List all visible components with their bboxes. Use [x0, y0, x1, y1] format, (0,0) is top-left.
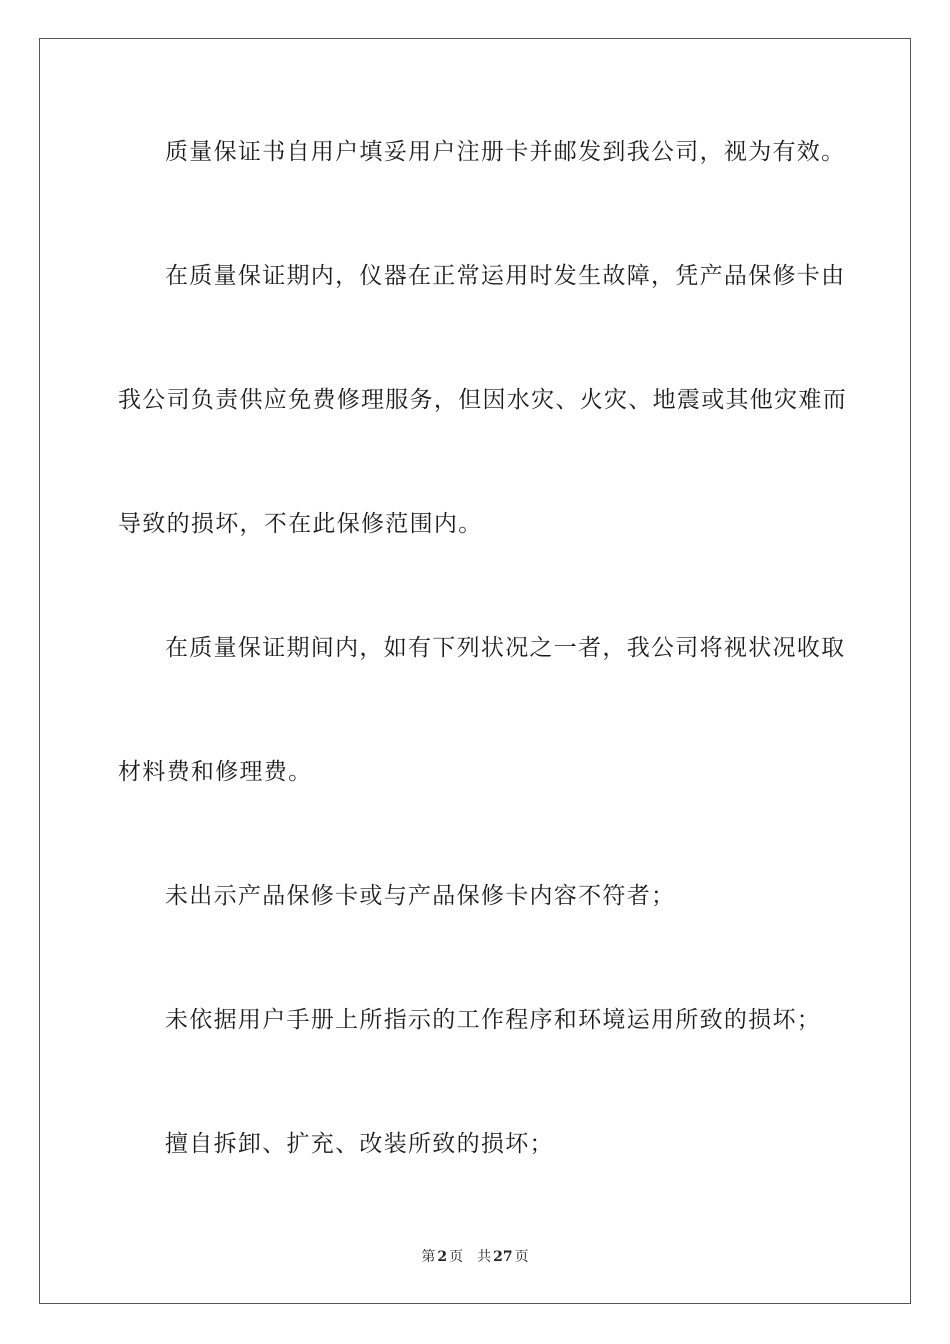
paragraph-line-8: 未依据用户手册上所指示的工作程序和环境运用所致的损坏； [165, 1007, 822, 1033]
paragraph-line-9: 擅自拆卸、扩充、改装所致的损坏； [165, 1131, 554, 1157]
paragraph-line-4: 导致的损坏，不在此保修范围内。 [118, 511, 483, 537]
paragraph-line-6: 材料费和修理费。 [118, 759, 313, 785]
page-number: 2 [437, 1249, 448, 1265]
paragraph-line-7: 未出示产品保修卡或与产品保修卡内容不符者； [165, 883, 676, 909]
page-suffix: 页 [449, 1249, 464, 1265]
paragraph-line-5: 在质量保证期间内，如有下列状况之一者，我公司将视状况收取 [165, 635, 846, 661]
page-footer [0, 1246, 950, 1266]
total-pages: 27 [493, 1249, 513, 1265]
paragraph-line-1: 质量保证书自用户填妥用户注册卡并邮发到我公司，视为有效。 [165, 139, 846, 165]
total-suffix: 页 [514, 1249, 529, 1265]
page-prefix: 第 [421, 1249, 436, 1265]
total-prefix: 共 [477, 1249, 492, 1265]
paragraph-line-2: 在质量保证期内，仪器在正常运用时发生故障，凭产品保修卡由 [165, 263, 846, 289]
page-frame [39, 38, 911, 1304]
paragraph-line-3: 我公司负责供应免费修理服务，但因水灾、火灾、地震或其他灾难而 [118, 387, 847, 413]
